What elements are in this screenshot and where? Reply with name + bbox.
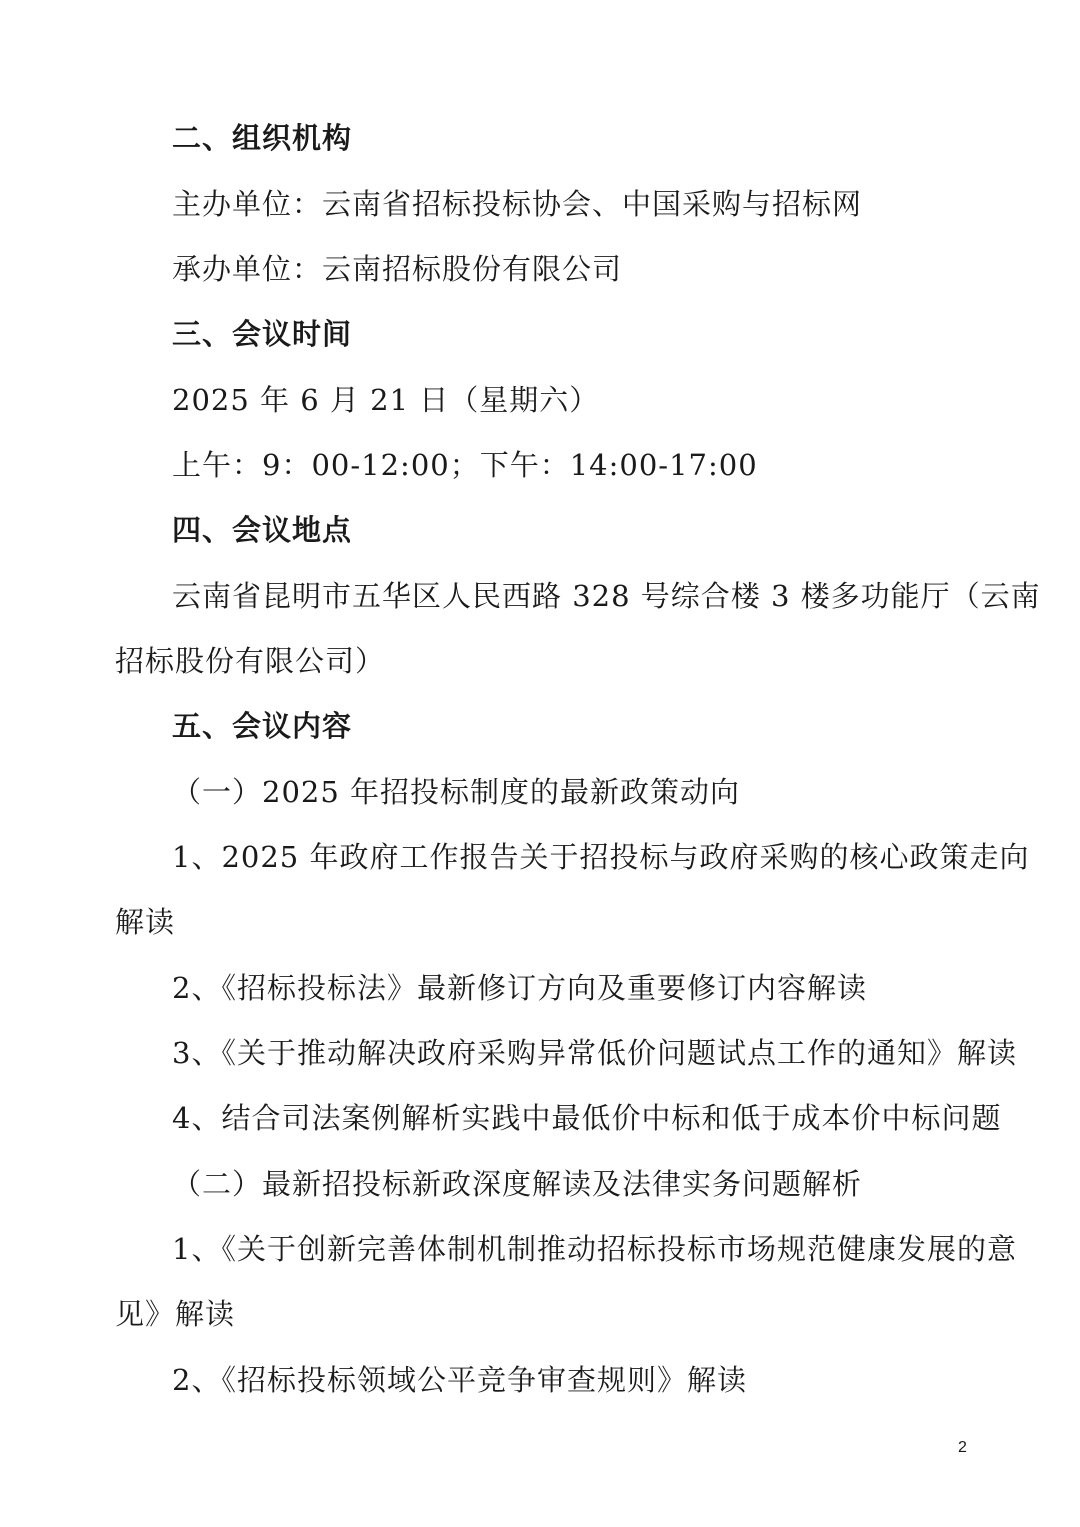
part-1-item-2: 2、《招标投标法》最新修订方向及重要修订内容解读: [172, 971, 867, 1005]
meeting-hours: 上午：9：00-12:00；下午：14:00-17:00: [172, 448, 758, 482]
section-heading-organization: 二、组织机构: [172, 121, 353, 155]
part-2-item-1-line-1: 1、《关于创新完善体制机制推动招标投标市场规范健康发展的意: [172, 1232, 1017, 1266]
meeting-date: 2025 年 6 月 21 日（星期六）: [172, 383, 600, 417]
section-heading-content: 五、会议内容: [172, 709, 353, 743]
part-1-item-3: 3、《关于推动解决政府采购异常低价问题试点工作的通知》解读: [172, 1036, 1017, 1070]
section-heading-time: 三、会议时间: [172, 317, 353, 351]
address-line-2: 招标股份有限公司）: [115, 644, 386, 678]
part-2-title: （二）最新招投标新政深度解读及法律实务问题解析: [172, 1167, 863, 1201]
part-1-title: （一）2025 年招投标制度的最新政策动向: [172, 775, 741, 809]
part-1-item-1-line-1: 1、2025 年政府工作报告关于招投标与政府采购的核心政策走向: [172, 840, 1030, 874]
organizer-unit: 承办单位：云南招标股份有限公司: [172, 252, 623, 286]
part-1-item-1-line-2: 解读: [115, 905, 176, 939]
host-unit: 主办单位：云南省招标投标协会、中国采购与招标网: [172, 187, 863, 221]
page-number: 2: [958, 1439, 967, 1456]
part-2-item-1-line-2: 见》解读: [115, 1297, 236, 1331]
part-1-item-4: 4、结合司法案例解析实践中最低价中标和低于成本价中标问题: [172, 1101, 1002, 1135]
part-2-item-2: 2、《招标投标领域公平竞争审查规则》解读: [172, 1363, 747, 1397]
section-heading-location: 四、会议地点: [172, 513, 353, 547]
address-line-1: 云南省昆明市五华区人民西路 328 号综合楼 3 楼多功能厅（云南: [172, 579, 1041, 613]
